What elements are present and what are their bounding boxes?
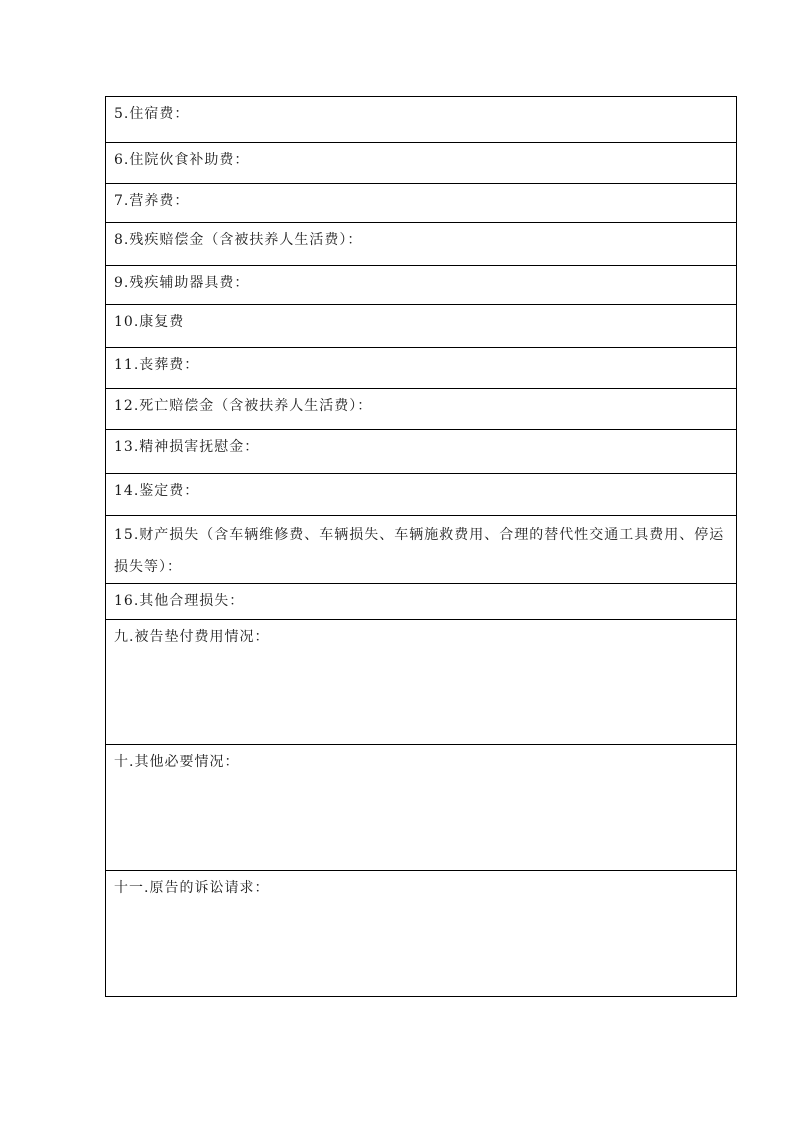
row-label: 12.死亡赔偿金（含被扶养人生活费）： xyxy=(114,398,373,414)
row-rehabilitation-fee[interactable] xyxy=(106,305,736,348)
row-death-compensation[interactable] xyxy=(106,389,736,430)
row-nutrition-fee[interactable] xyxy=(106,184,736,223)
row-label: 13.精神损害抚慰金： xyxy=(114,439,260,455)
section-label: 九.被告垫付费用情况： xyxy=(114,629,270,645)
row-label: 9.残疾辅助器具费： xyxy=(114,275,250,291)
claim-form-table xyxy=(105,96,737,997)
row-hospital-meal-subsidy[interactable] xyxy=(106,143,736,184)
section-other-circumstances[interactable] xyxy=(106,745,736,871)
row-accommodation-fee[interactable] xyxy=(106,97,736,143)
row-label: 7.营养费： xyxy=(114,193,190,209)
row-label: 14.鉴定费： xyxy=(114,483,200,499)
row-label: 11.丧葬费： xyxy=(114,357,200,373)
row-label: 6.住院伙食补助费： xyxy=(114,152,250,168)
row-label: 15.财产损失（含车辆维修费、车辆损失、车辆施救费用、合理的替代性交通工具费用、停运损失等）： xyxy=(114,527,725,575)
row-property-loss[interactable] xyxy=(106,516,736,584)
row-funeral-fee[interactable] xyxy=(106,348,736,389)
section-plaintiff-claims[interactable] xyxy=(106,871,736,996)
row-label: 10.康复费 xyxy=(114,314,185,330)
row-appraisal-fee[interactable] xyxy=(106,474,736,516)
row-label: 16.其他合理损失： xyxy=(114,593,245,609)
row-disability-aids-fee[interactable] xyxy=(106,266,736,305)
row-label: 8.残疾赔偿金（含被扶养人生活费）： xyxy=(114,232,363,248)
section-label: 十.其他必要情况： xyxy=(114,754,240,770)
row-disability-compensation[interactable] xyxy=(106,223,736,266)
section-label: 十一.原告的诉讼请求： xyxy=(114,880,270,896)
row-mental-damages[interactable] xyxy=(106,430,736,474)
section-defendant-advance-payment[interactable] xyxy=(106,620,736,745)
row-other-losses[interactable] xyxy=(106,584,736,620)
row-label: 5.住宿费： xyxy=(114,106,190,122)
